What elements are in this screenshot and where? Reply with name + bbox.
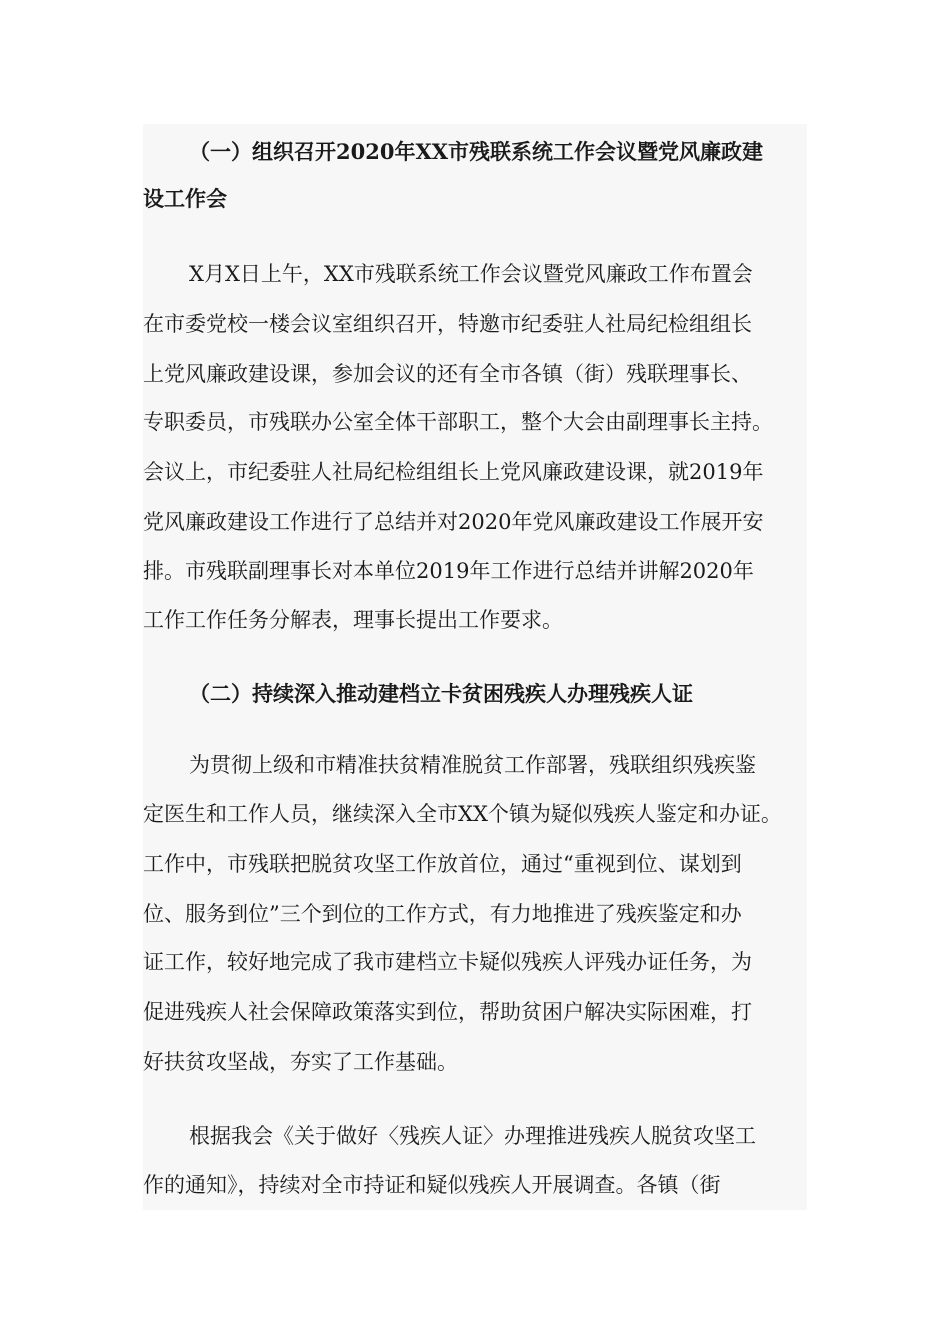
- section2-paragraph2-line: 根据我会《关于做好〈残疾人证〉办理推进残疾人脱贫攻坚工: [189, 1124, 756, 1148]
- document-body: [143, 124, 807, 1210]
- section2-paragraph1-line: 为贯彻上级和市精准扶贫精准脱贫工作部署，残联组织残疾鉴: [189, 753, 756, 777]
- section2-paragraph1-line: 促进残疾人社会保障政策落实到位，帮助贫困户解决实际困难，打: [143, 1000, 752, 1024]
- section1-heading-line1: （一）组织召开2020年XX市残联系统工作会议暨党风廉政建: [189, 139, 764, 164]
- section2-paragraph2-line: 作的通知》，持续对全市持证和疑似残疾人开展调查。各镇（街: [143, 1173, 721, 1197]
- section2-paragraph1-line: 位、服务到位”三个到位的工作方式，有力地推进了残疾鉴定和办: [143, 902, 742, 926]
- section2-paragraph1-line: 工作中，市残联把脱贫攻坚工作放首位，通过“重视到位、谋划到: [143, 852, 742, 876]
- section2-paragraph1-line: 定医生和工作人员，继续深入全市XX个镇为疑似残疾人鉴定和办证。: [143, 802, 782, 826]
- section2-paragraph1-line: 证工作，较好地完成了我市建档立卡疑似残疾人评残办证任务，为: [143, 950, 752, 974]
- section1-heading-line2: 设工作会: [143, 186, 227, 211]
- section1-paragraph-line: 在市委党校一楼会议室组织召开，特邀市纪委驻人社局纪检组组长: [143, 312, 752, 336]
- section2-heading: （二）持续深入推动建档立卡贫困残疾人办理残疾人证: [189, 681, 693, 706]
- section1-paragraph-line: 党风廉政建设工作进行了总结并对2020年党风廉政建设工作展开安: [143, 510, 764, 534]
- section2-paragraph1-line: 好扶贫攻坚战，夯实了工作基础。: [143, 1050, 458, 1074]
- section1-paragraph-line: 会议上，市纪委驻人社局纪检组组长上党风廉政建设课，就2019年: [143, 460, 764, 484]
- section1-paragraph-line: 排。市残联副理事长对本单位2019年工作进行总结并讲解2020年: [143, 559, 754, 583]
- section1-paragraph-line: 工作工作任务分解表，理事长提出工作要求。: [143, 608, 563, 632]
- section1-paragraph-line: X月X日上午，XX市残联系统工作会议暨党风廉政工作布置会: [189, 262, 753, 286]
- section1-paragraph-line: 专职委员，市残联办公室全体干部职工，整个大会由副理事长主持。: [143, 410, 773, 434]
- section1-paragraph-line: 上党风廉政建设课，参加会议的还有全市各镇（街）残联理事长、: [143, 362, 752, 386]
